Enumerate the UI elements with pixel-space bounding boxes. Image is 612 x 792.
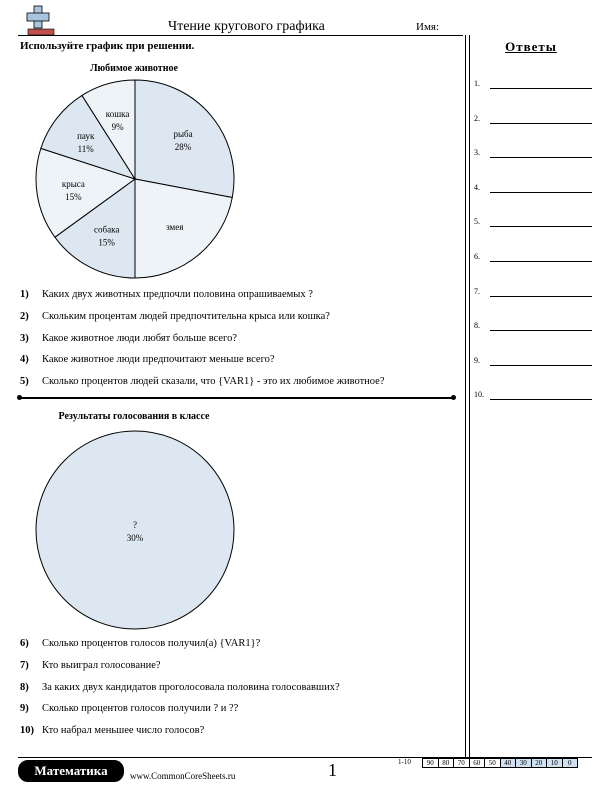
answer-row[interactable]	[474, 356, 594, 368]
header-divider	[18, 35, 463, 36]
answer-line[interactable]	[490, 226, 592, 227]
answer-row[interactable]	[474, 114, 594, 126]
answer-line[interactable]	[490, 365, 592, 366]
question-number: 3)	[20, 333, 29, 344]
slice-label: кошка	[105, 109, 130, 120]
score-label: 1-10	[398, 758, 411, 766]
site-url: www.CommonCoreSheets.ru	[130, 771, 236, 781]
answer-number: 9.	[474, 356, 480, 365]
pie-chart-class-vote	[34, 429, 236, 631]
answer-number: 7.	[474, 287, 480, 296]
question-item	[20, 682, 460, 696]
question-text: Каких двух животных предпочли половина опрашиваемых ?	[42, 289, 313, 300]
page-number: 1	[328, 760, 337, 780]
section-divider	[18, 397, 455, 399]
question-number: 4)	[20, 354, 29, 365]
question-text: Какое животное люди любят больше всего?	[42, 333, 237, 344]
slice-value-label: 11%	[77, 143, 94, 154]
answer-row[interactable]	[474, 79, 594, 91]
score-cell: 0	[562, 758, 579, 768]
slice-value-label: 30%	[126, 533, 144, 543]
chart-title: Результаты голосования в классе	[58, 411, 210, 422]
answer-row[interactable]	[474, 148, 594, 160]
answer-number: 3.	[474, 148, 480, 157]
answer-row[interactable]	[474, 252, 594, 264]
question-text: Кто набрал меньшее число голосов?	[42, 725, 205, 736]
slice-label: собака	[94, 224, 120, 235]
question-text: За каких двух кандидатов проголосовала половина голосовавших?	[42, 682, 340, 693]
question-text: Сколько процентов голосов получили ? и ??	[42, 703, 239, 714]
score-cell: 30	[515, 758, 532, 768]
answer-number: 4.	[474, 183, 480, 192]
question-item	[20, 354, 460, 368]
question-number: 7)	[20, 660, 29, 671]
question-number: 5)	[20, 376, 29, 387]
answer-line[interactable]	[490, 296, 592, 297]
question-number: 9)	[20, 703, 29, 714]
slice-label: крыса	[61, 178, 85, 189]
score-cell: 50	[484, 758, 501, 768]
brand-badge: Математика	[18, 760, 124, 782]
instruction-text: Используйте график при решении.	[20, 40, 195, 52]
column-divider	[465, 35, 466, 757]
answer-row[interactable]	[474, 321, 594, 333]
score-cell: 10	[546, 758, 563, 768]
question-item	[20, 289, 460, 303]
answer-line[interactable]	[490, 261, 592, 262]
score-cell: 40	[500, 758, 517, 768]
answers-title: Ответы	[505, 39, 557, 54]
score-cell: 20	[531, 758, 548, 768]
pie-chart-favorite-animal	[34, 78, 236, 280]
slice-value-label: 9%	[111, 122, 124, 133]
question-item	[20, 725, 460, 739]
question-number: 1)	[20, 289, 29, 300]
name-label: Имя:	[416, 21, 440, 33]
answer-row[interactable]	[474, 183, 594, 195]
answer-line[interactable]	[490, 192, 592, 193]
chart-title: Любимое животное	[90, 63, 178, 74]
slice-value-label: 15%	[65, 191, 82, 202]
answer-number: 10.	[474, 390, 484, 399]
question-number: 6)	[20, 638, 29, 649]
slice-label: паук	[77, 130, 95, 141]
question-number: 8)	[20, 682, 29, 693]
slice-label: рыба	[173, 129, 193, 140]
question-text: Сколько процентов людей сказали, что {VAR1} - это их любимое животное?	[42, 376, 385, 387]
divider-end-dot	[451, 395, 456, 400]
question-item	[20, 660, 460, 674]
slice-value-label: 15%	[98, 237, 115, 248]
question-item	[20, 333, 460, 347]
question-text: Скольким процентам людей предпочтительна крыса или кошка?	[42, 311, 330, 322]
question-text: Кто выиграл голосование?	[42, 660, 161, 671]
divider-end-dot	[17, 395, 22, 400]
question-text: Какое животное люди предпочитают меньше всего?	[42, 354, 275, 365]
logo-icon	[24, 4, 60, 36]
slice-label: ?	[133, 520, 137, 530]
answer-number: 2.	[474, 114, 480, 123]
score-cell: 70	[453, 758, 470, 768]
question-item	[20, 638, 460, 652]
answer-line[interactable]	[490, 88, 592, 89]
answer-row[interactable]	[474, 287, 594, 299]
question-item	[20, 376, 460, 390]
question-item	[20, 311, 460, 325]
slice-label: змея	[166, 222, 184, 233]
question-number: 2)	[20, 311, 29, 322]
score-cell: 90	[422, 758, 439, 768]
slice-value-label: 28%	[174, 142, 192, 153]
answer-number: 5.	[474, 217, 480, 226]
question-item	[20, 703, 460, 717]
answer-number: 6.	[474, 252, 480, 261]
answer-line[interactable]	[490, 157, 592, 158]
column-divider	[469, 35, 470, 757]
answer-line[interactable]	[490, 330, 592, 331]
answer-row[interactable]	[474, 217, 594, 229]
score-cell: 60	[469, 758, 486, 768]
question-text: Сколько процентов голосов получил(а) {VAR1}?	[42, 638, 261, 649]
page-title: Чтение кругового графика	[168, 19, 325, 34]
question-number: 10)	[20, 725, 34, 736]
answer-row[interactable]	[474, 390, 594, 402]
pie-slice	[36, 431, 234, 629]
answer-line[interactable]	[490, 123, 592, 124]
answer-number: 8.	[474, 321, 480, 330]
answer-number: 1.	[474, 79, 480, 88]
score-cell: 80	[438, 758, 455, 768]
answer-line[interactable]	[490, 399, 592, 400]
